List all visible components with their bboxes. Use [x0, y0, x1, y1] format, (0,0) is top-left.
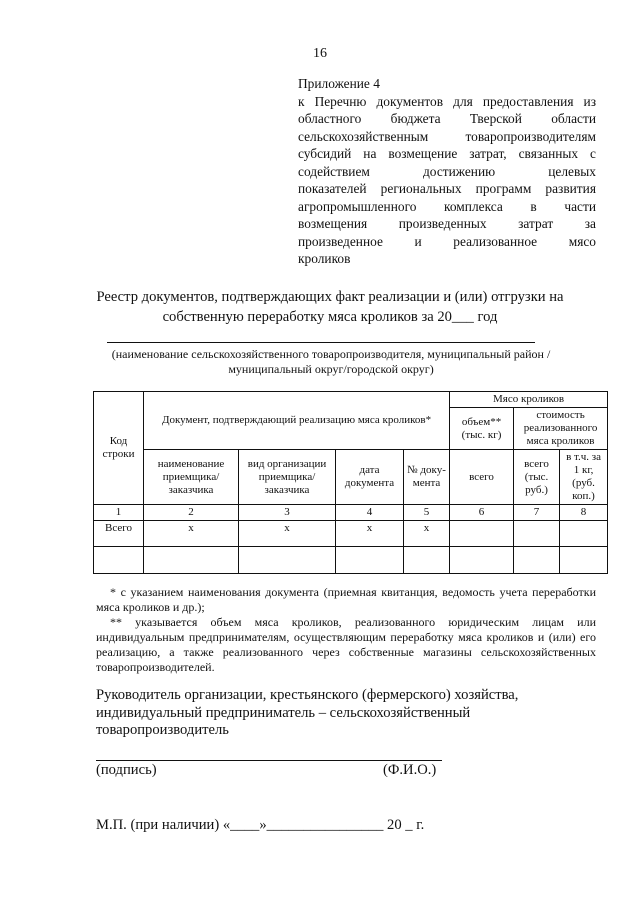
- empty-row-cell: [404, 547, 450, 574]
- caption-line2: муниципальный округ/городской округ): [228, 362, 434, 376]
- col-number: 3: [239, 505, 336, 521]
- producer-name-underline: [107, 342, 535, 343]
- signatory-line1: Руководитель организации, крестьянского (фермерского) хозяйства,: [96, 687, 519, 703]
- total-row-cell: x: [404, 521, 450, 547]
- header-receiver-name: наименование приемщика/ заказчика: [144, 450, 239, 505]
- header-receiver-type: вид организации приемщика/ заказчика: [239, 450, 336, 505]
- empty-row-cell: [450, 547, 514, 574]
- caption-line1: (наименование сельскохозяйственного товаропроизводителя, муниципальный район /: [111, 347, 551, 361]
- signature-label: (подпись): [96, 762, 157, 778]
- document-title-line2: собственную переработку мяса кроликов за 20___ год: [162, 309, 498, 325]
- empty-row-cell: [94, 547, 144, 574]
- document-title: [60, 287, 600, 327]
- annex-title: Приложение 4: [298, 76, 380, 91]
- signatory-line3: товаропроизводитель: [96, 722, 229, 738]
- empty-row-cell: [144, 547, 239, 574]
- annex-lines: [298, 93, 596, 251]
- annex-line: агропромышленного комплекса в части: [298, 198, 596, 214]
- total-row-cell: [450, 521, 514, 547]
- total-row-cell: [514, 521, 560, 547]
- header-volume-total: всего: [450, 450, 514, 505]
- total-row-cell: x: [144, 521, 239, 547]
- signatory-title: [96, 687, 596, 740]
- producer-name-caption: [96, 347, 566, 377]
- header-document: Документ, подтверждающий реализацию мяса кроликов*: [144, 392, 450, 450]
- fullname-label: (Ф.И.О.): [383, 762, 437, 778]
- col-number: 2: [144, 505, 239, 521]
- col-number: 1: [94, 505, 144, 521]
- footnote-1: * с указанием наименования документа (приемная квитанция, ведомость учета переработки мяса кроликов и др.);: [96, 585, 596, 614]
- header-cost-total: всего (тыс. руб.): [514, 450, 560, 505]
- total-row-cell: x: [239, 521, 336, 547]
- header-meat: Мясо кроликов: [450, 392, 608, 408]
- page-number: 16: [313, 46, 327, 61]
- annex-line: произведенное и реализованное мясо: [298, 233, 596, 249]
- header-document-number: № доку- мента: [404, 450, 450, 505]
- header-volume: объем** (тыс. кг): [450, 408, 514, 450]
- col-number: 8: [560, 505, 608, 521]
- annex-line: возмещения произведенных затрат за: [298, 216, 596, 231]
- header-cost-per-kg: в т.ч. за 1 кг, (руб. коп.): [560, 450, 608, 505]
- col-number: 7: [514, 505, 560, 521]
- annex-block: [298, 75, 596, 268]
- stamp-date-line: М.П. (при наличии) «____»________________ 20 _ г.: [96, 817, 425, 833]
- col-number: 5: [404, 505, 450, 521]
- signatory-line2: индивидуальный предприниматель – сельскохозяйственный: [96, 704, 471, 721]
- annex-last-line: кроликов: [298, 251, 351, 266]
- col-number: 6: [450, 505, 514, 521]
- empty-row-cell: [336, 547, 404, 574]
- header-code: Код строки: [94, 392, 144, 505]
- annex-line: содействием достижению целевых: [298, 163, 596, 179]
- col-number: 4: [336, 505, 404, 521]
- header-document-date: дата документа: [336, 450, 404, 505]
- annex-line: областного бюджета Тверской области: [298, 111, 596, 126]
- document-title-line1: Реестр документов, подтверждающих факт реализации и (или) отгрузки на: [96, 289, 564, 305]
- annex-line: сельскохозяйственным товаропроизводителям: [298, 128, 596, 144]
- empty-row-cell: [239, 547, 336, 574]
- registry-table: [93, 391, 608, 574]
- empty-row-cell: [560, 547, 608, 574]
- annex-line: показателей региональных программ развития: [298, 181, 596, 196]
- footnote-2: ** указывается объем мяса кроликов, реализованного юридическим лицам или индивидуальным предпринимателям, осуществляющим переработку мяса кроликов и (или) его реализацию, а также реализованного через собственные магазины сельскохозяйственных товаропроизводителей.: [96, 615, 596, 674]
- total-row-cell: x: [336, 521, 404, 547]
- empty-row-cell: [514, 547, 560, 574]
- annex-line: к Перечню документов для предоставления из: [298, 93, 596, 109]
- annex-line: субсидий на возмещение затрат, связанных с: [298, 146, 596, 161]
- header-cost: стоимость реализованного мяса кроликов: [514, 408, 608, 450]
- signature-line: [96, 760, 442, 761]
- total-row-label: Всего: [94, 521, 144, 547]
- total-row-cell: [560, 521, 608, 547]
